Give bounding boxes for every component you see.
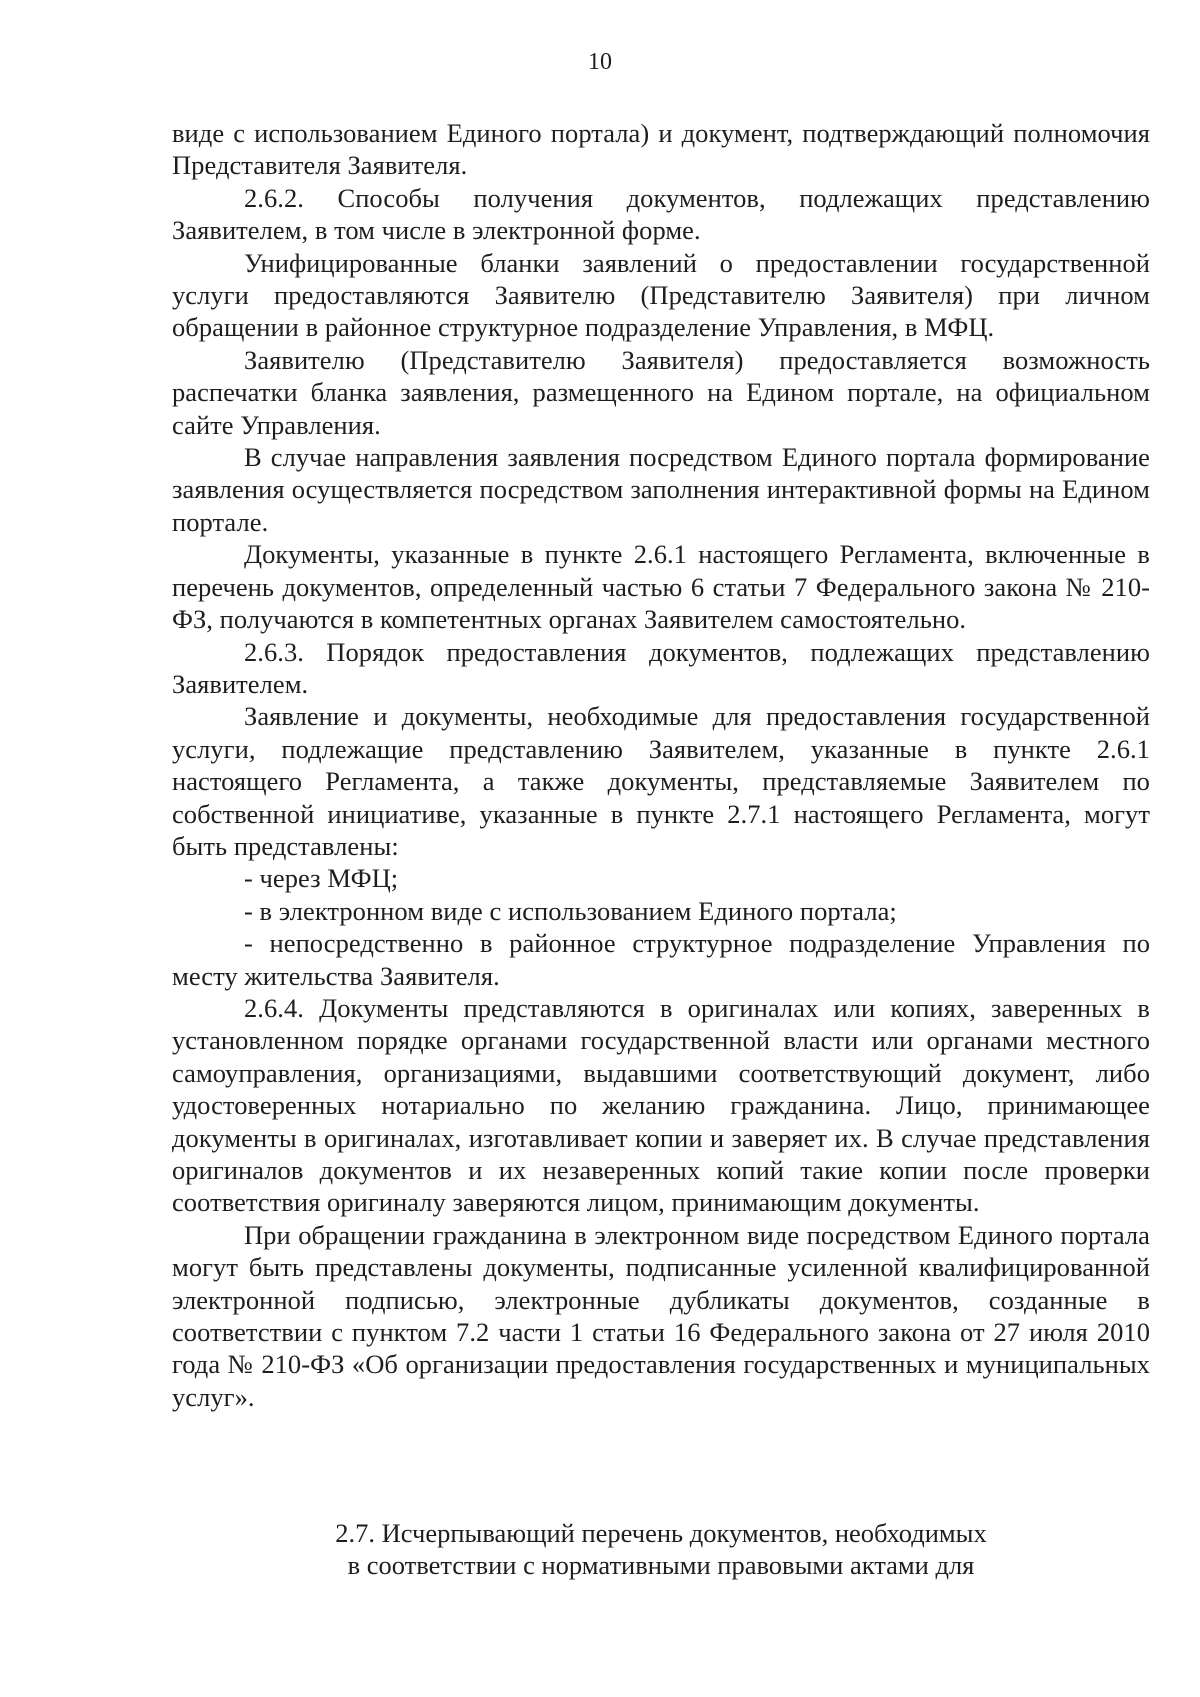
paragraph-documents-independent: Документы, указанные в пункте 2.6.1 настоящего Регламента, включенные в перечень документов, определенный частью 6 статьи 7 Федерального закона № 210-ФЗ, получаются в компетентных органах Заявителем самостоятельно.: [172, 539, 1150, 635]
paragraph-blanks: Унифицированные бланки заявлений о предоставлении государственной услуги предоставляются Заявителю (Представителю Заявителя) при личном обращении в районное структурное подразделение Управления, в МФЦ.: [172, 247, 1150, 343]
list-item: - в электронном виде с использованием Единого портала;: [244, 895, 897, 926]
list-item: - через МФЦ;: [244, 863, 399, 894]
paragraph-submission: Заявление и документы, необходимые для предоставления государственной услуги, подлежащие представлению Заявителем, указанные в пункте 2.6.1 настоящего Регламента, а также документы, представляемые Заявителем по собственной инициативе, указанные в пункте 2.7.1 настоящего Регламента, могут быть представлены:: [172, 701, 1150, 861]
paragraph-electronic-appeal: При обращении гражданина в электронном виде посредством Единого портала могут быть представлены документы, подписанные усиленной квалифицированной электронной подписью, электронные дубликаты документов, созданные в соответствии с пунктом 7.2 части 1 статьи 16 Федерального закона от 27 июля 2010 года № 210-ФЗ «Об организации предоставления государственных и муниципальных услуг».: [172, 1219, 1150, 1412]
heading-line: в соответствии с нормативными правовыми актами для: [347, 1550, 975, 1581]
list-item: - непосредственно в районное структурное подразделение Управления по месту жительства Заявителя.: [172, 928, 1150, 991]
page-number: 10: [588, 49, 612, 75]
section-heading-2-7: [172, 1517, 1150, 1582]
paragraph-2-6-2: 2.6.2. Способы получения документов, подлежащих представлению Заявителем, в том числе в электронной форме.: [172, 182, 1150, 246]
paragraph-continuation: виде с использованием Единого портала) и документ, подтверждающий полномочия Представителя Заявителя.: [172, 118, 1150, 181]
document-body: [172, 117, 1150, 1413]
paragraph-2-6-4: 2.6.4. Документы представляются в оригиналах или копиях, заверенных в установленном порядке органами государственной власти или органами местного самоуправления, организациями, выдавшими соответствующий документ, либо удостоверенных нотариально по желанию гражданина. Лицо, принимающее документы в оригиналах, изготавливает копии и заверяет их. В случае представления оригиналов документов и их незаверенных копий такие копии после проверки соответствия оригиналу заверяются лицом, принимающим документы.: [172, 992, 1150, 1218]
paragraph-print-possibility: Заявителю (Представителю Заявителя) предоставляется возможность распечатки бланка заявления, размещенного на Едином портале, на официальном сайте Управления.: [172, 344, 1150, 440]
paragraph-2-6-3: 2.6.3. Порядок предоставления документов, подлежащих представлению Заявителем.: [172, 636, 1150, 699]
paragraph-portal-form: В случае направления заявления посредством Единого портала формирование заявления осуществляется посредством заполнения интерактивной формы на Едином портале.: [172, 442, 1150, 537]
heading-line: 2.7. Исчерпывающий перечень документов, необходимых: [335, 1518, 987, 1548]
